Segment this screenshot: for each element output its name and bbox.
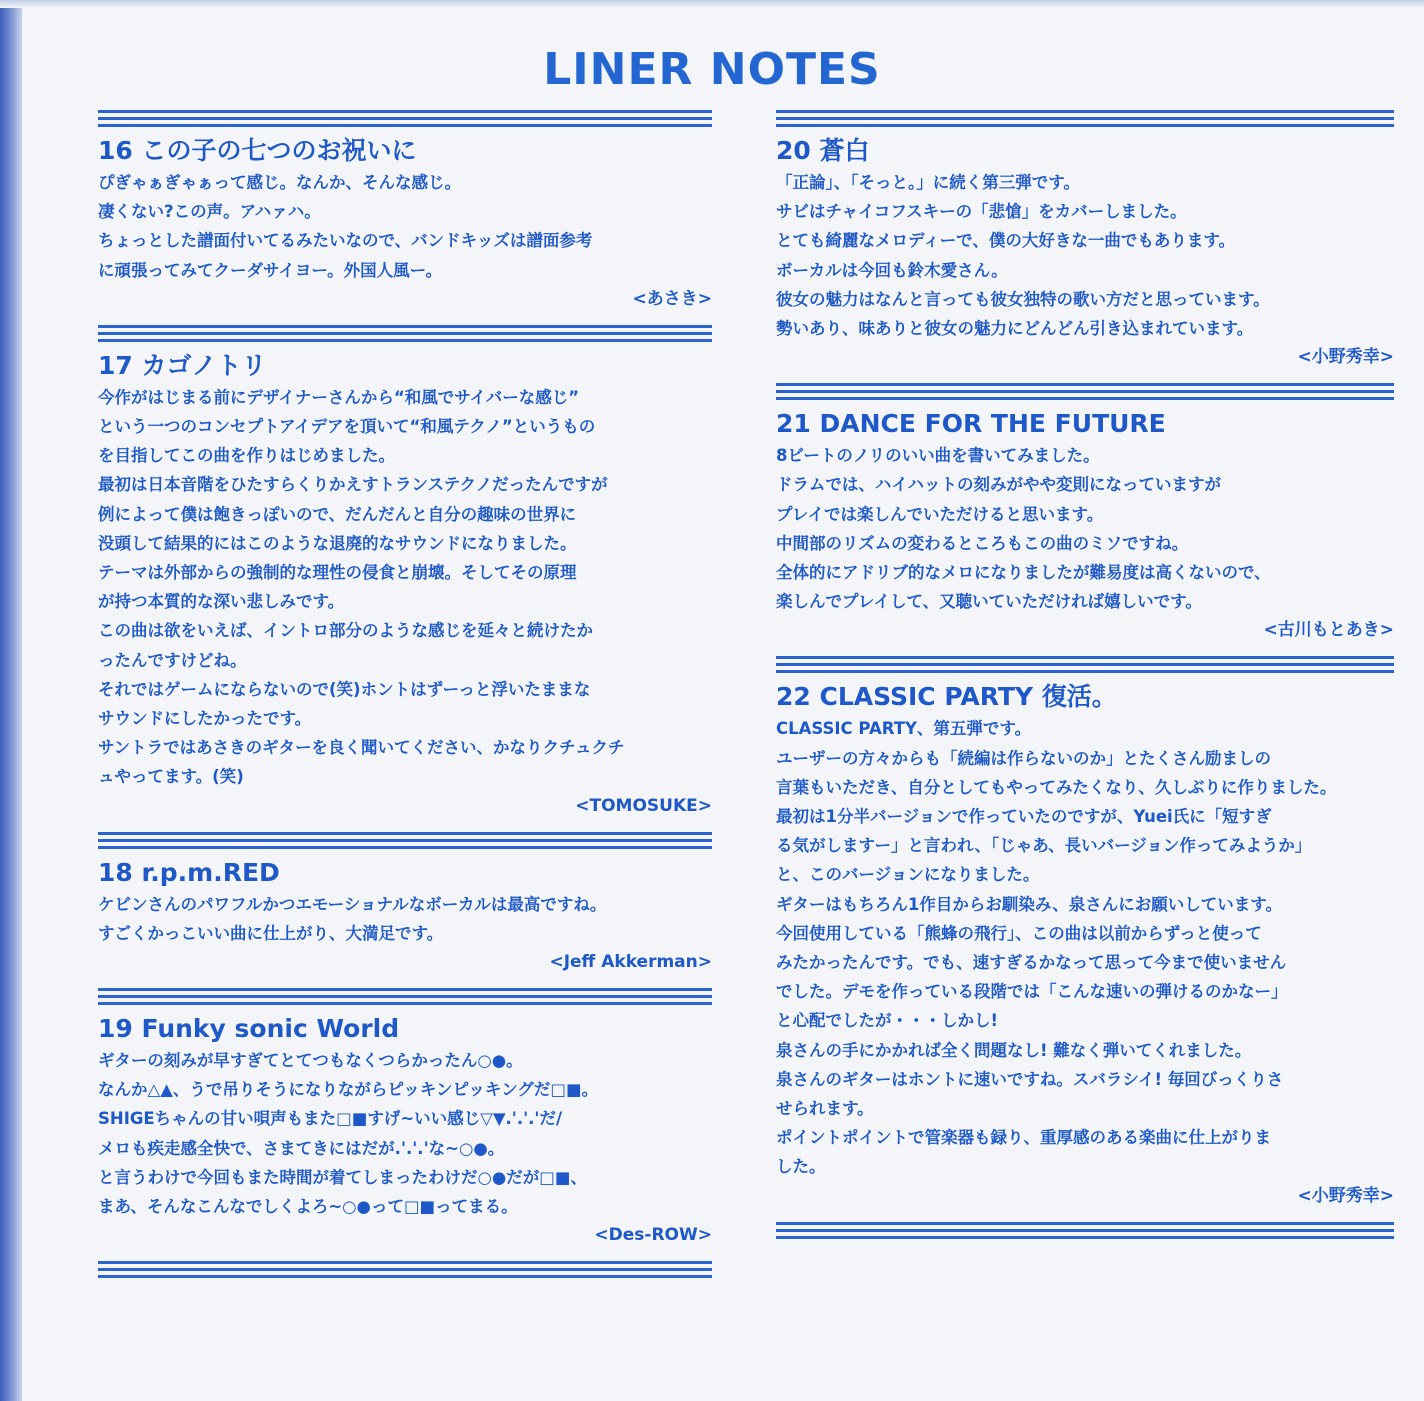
liner-note-entry <box>776 682 1394 1209</box>
liner-note-entry <box>98 136 712 313</box>
entry-line: 最初は1分半バージョンで作っていたのですが、Yuei氏に「短すぎ <box>776 807 1272 827</box>
triple-rule-divider <box>776 1220 1394 1242</box>
triple-rule-divider <box>776 381 1394 403</box>
liner-note-entry <box>776 136 1394 371</box>
triple-rule-divider <box>98 986 712 1008</box>
entry-line: テーマは外部からの強制的な理性の侵食と崩壊。そしてその原理 <box>98 563 577 583</box>
entry-line: ぴぎゃぁぎゃぁって感じ。なんか、そんな感じ。 <box>98 173 461 192</box>
entry-author: <あさき> <box>632 288 712 309</box>
entry-author: <古川もとあき> <box>1263 620 1394 641</box>
entry-line: 彼女の魅力はなんと言っても彼女独特の歌い方だと思っています。 <box>776 289 1270 309</box>
triple-rule-divider <box>776 654 1394 676</box>
entry-line: ったんですけどね。 <box>98 650 247 670</box>
entry-line: 最初は日本音階をひたすらくりかえすトランステクノだったんですが <box>98 475 608 495</box>
entry-line: る気がしますー」と言われ、「じゃあ、長いバージョン作ってみようか」 <box>776 836 1312 856</box>
entry-body <box>776 714 1394 1181</box>
entry-line: を目指してこの曲を作りはじめました。 <box>98 446 395 466</box>
entry-line: SHIGEちゃんの甘い唄声もまた□■すげ~いい感じ▽▼.'.'.'だ/ <box>98 1109 563 1129</box>
entry-line: 全体的にアドリブ的なメロになりましたが難易度は高くないので、 <box>776 563 1271 583</box>
entry-line: 今回使用している「熊蜂の飛行」、この曲は以前からずっと使って <box>776 923 1262 943</box>
entry-line: ギターの刻みが早すぎてとてつもなくつらかったん○●。 <box>98 1051 523 1071</box>
entry-title: 20 蒼白 <box>776 136 870 165</box>
entry-line: ケビンさんのパワフルかつエモーショナルなボーカルは最高ですね。 <box>98 894 607 914</box>
page-top-shadow <box>0 0 1424 8</box>
liner-note-entry <box>98 858 712 976</box>
entry-body <box>98 1046 712 1221</box>
entry-line: という一つのコンセプトアイデアを頂いて“和風テクノ”というもの <box>98 417 596 437</box>
entry-line: せられます。 <box>776 1099 874 1119</box>
entry-line: に頑張ってみてクーダサイヨー。外国人風ー。 <box>98 260 443 280</box>
entry-line: でした。デモを作っている段階では「こんな速いの弾けるのかなー」 <box>776 982 1288 1002</box>
entry-author: <Des-ROW> <box>594 1225 712 1246</box>
entry-line: ちょっとした譜面付いてるみたいなので、バンドキッズは譜面参考 <box>98 231 593 251</box>
entry-author: <Jeff Akkerman> <box>549 952 712 973</box>
entry-body <box>98 168 712 285</box>
triple-rule-divider <box>776 108 1394 130</box>
entry-author: <TOMOSUKE> <box>575 795 712 816</box>
entry-title: 18 r.p.m.RED <box>98 857 280 887</box>
entry-line: 「正論」、「そっと。」に続く第三弾です。 <box>776 173 1080 192</box>
entry-line: 例によって僕は飽きっぽいので、だんだんと自分の趣味の世界に <box>98 504 577 524</box>
entry-line: 没頭して結果的にはこのような退廃的なサウンドになりました。 <box>98 533 577 553</box>
entry-line: サウンドにしたかったです。 <box>98 709 312 729</box>
right-column <box>776 108 1394 1242</box>
entry-line: なんか△▲、うで吊りそうになりながらピッキンピッキングだ□■。 <box>98 1080 599 1100</box>
liner-note-entry <box>776 409 1394 644</box>
entry-line: とても綺麗なメロディーで、僕の大好きな一曲でもあります。 <box>776 231 1236 251</box>
entry-body <box>98 383 712 792</box>
entry-line: サビはチャイコフスキーの「悲愴」をカバーしました。 <box>776 202 1187 222</box>
entry-line: ドラムでは、ハイハットの刻みがやや変則になっていますが <box>776 475 1222 495</box>
entry-line: と、このバージョンになりました。 <box>776 865 1040 885</box>
entry-body <box>98 890 712 948</box>
triple-rule-divider <box>98 1259 712 1281</box>
entry-line: した。 <box>776 1157 826 1177</box>
entry-author: <小野秀幸> <box>1297 347 1394 368</box>
entry-title: 19 Funky sonic World <box>98 1014 400 1044</box>
entry-title: 16 この子の七つのお祝いに <box>98 136 417 165</box>
entry-line: 泉さんのギターはホントに速いですね。スバラシイ! 毎回びっくりさ <box>776 1069 1284 1089</box>
entry-line: 勢いあり、味ありと彼女の魅力にどんどん引き込まれています。 <box>776 319 1254 339</box>
entry-line: サントラではあさきのギターを良く聞いてください、かなりクチュクチ <box>98 738 625 758</box>
entry-title: 17 カゴノトリ <box>98 350 267 380</box>
entry-line: ギターはもちろん1作目からお馴染み、泉さんにお願いしています。 <box>776 894 1282 914</box>
entry-line: 楽しんでプレイして、又聴いていただければ嬉しいです。 <box>776 592 1202 612</box>
entry-line: 言葉もいただき、自分としてもやってみたくなり、久しぶりに作りました。 <box>776 777 1337 797</box>
entry-title: 21 DANCE FOR THE FUTURE <box>776 409 1166 439</box>
entry-line: それではゲームにならないので(笑)ホントはずーっと浮いたままな <box>98 679 591 699</box>
entry-line: ユーザーの方々からも「続編は作らないのか」とたくさん励ましの <box>776 748 1271 768</box>
entry-title: 22 CLASSIC PARTY 復活。 <box>776 682 1117 712</box>
entry-line: 中間部のリズムの変わるところもこの曲のミソですね。 <box>776 533 1189 553</box>
triple-rule-divider <box>98 108 712 130</box>
entry-line: 泉さんの手にかかれば全く問題なし! 難なく弾いてくれました。 <box>776 1040 1252 1060</box>
entry-line: と言うわけで今回もまた時間が着てしまったわけだ○●だが□■、 <box>98 1167 587 1187</box>
entry-line: 凄くない?この声。アハァハ。 <box>98 202 321 222</box>
entry-line: CLASSIC PARTY、第五弾です。 <box>776 719 1032 739</box>
entry-line: まあ、そんなこんなでしくよろ~○●って□■ってまる。 <box>98 1197 518 1217</box>
entry-body <box>776 168 1394 343</box>
page-title: LINER NOTES <box>543 44 881 95</box>
entry-line: ュやってます。(笑) <box>98 767 244 787</box>
entry-line: が持つ本質的な深い悲しみです。 <box>98 592 345 612</box>
entry-line: ポイントポイントで管楽器も録り、重厚感のある楽曲に仕上がりま <box>776 1128 1271 1148</box>
entry-line: すごくかっこいい曲に仕上がり、大満足です。 <box>98 923 444 943</box>
liner-note-entry <box>98 351 712 820</box>
entry-line: 今作がはじまる前にデザイナーさんから“和風でサイバーな感じ” <box>98 387 580 407</box>
entry-line: ボーカルは今回も鈴木愛さん。 <box>776 260 1008 280</box>
left-column <box>98 108 712 1281</box>
triple-rule-divider <box>98 323 712 345</box>
entry-body <box>776 441 1394 616</box>
entry-line: この曲は欲をいえば、イントロ部分のような感じを延々と続けたか <box>98 621 593 641</box>
entry-line: プレイでは楽しんでいただけると思います。 <box>776 504 1104 524</box>
binding-edge <box>0 0 22 1401</box>
entry-author: <小野秀幸> <box>1297 1185 1394 1206</box>
entry-line: 8ビートのノリのいい曲を書いてみました。 <box>776 446 1100 466</box>
triple-rule-divider <box>98 830 712 852</box>
entry-line: メロも疾走感全快で、さまてきにはだが.'.'.'な~○●。 <box>98 1138 505 1158</box>
liner-note-entry <box>98 1014 712 1249</box>
entry-line: みたかったんです。でも、速すぎるかなって思って今まで使いません <box>776 953 1287 973</box>
entry-line: と心配でしたが・・・しかし! <box>776 1011 999 1031</box>
